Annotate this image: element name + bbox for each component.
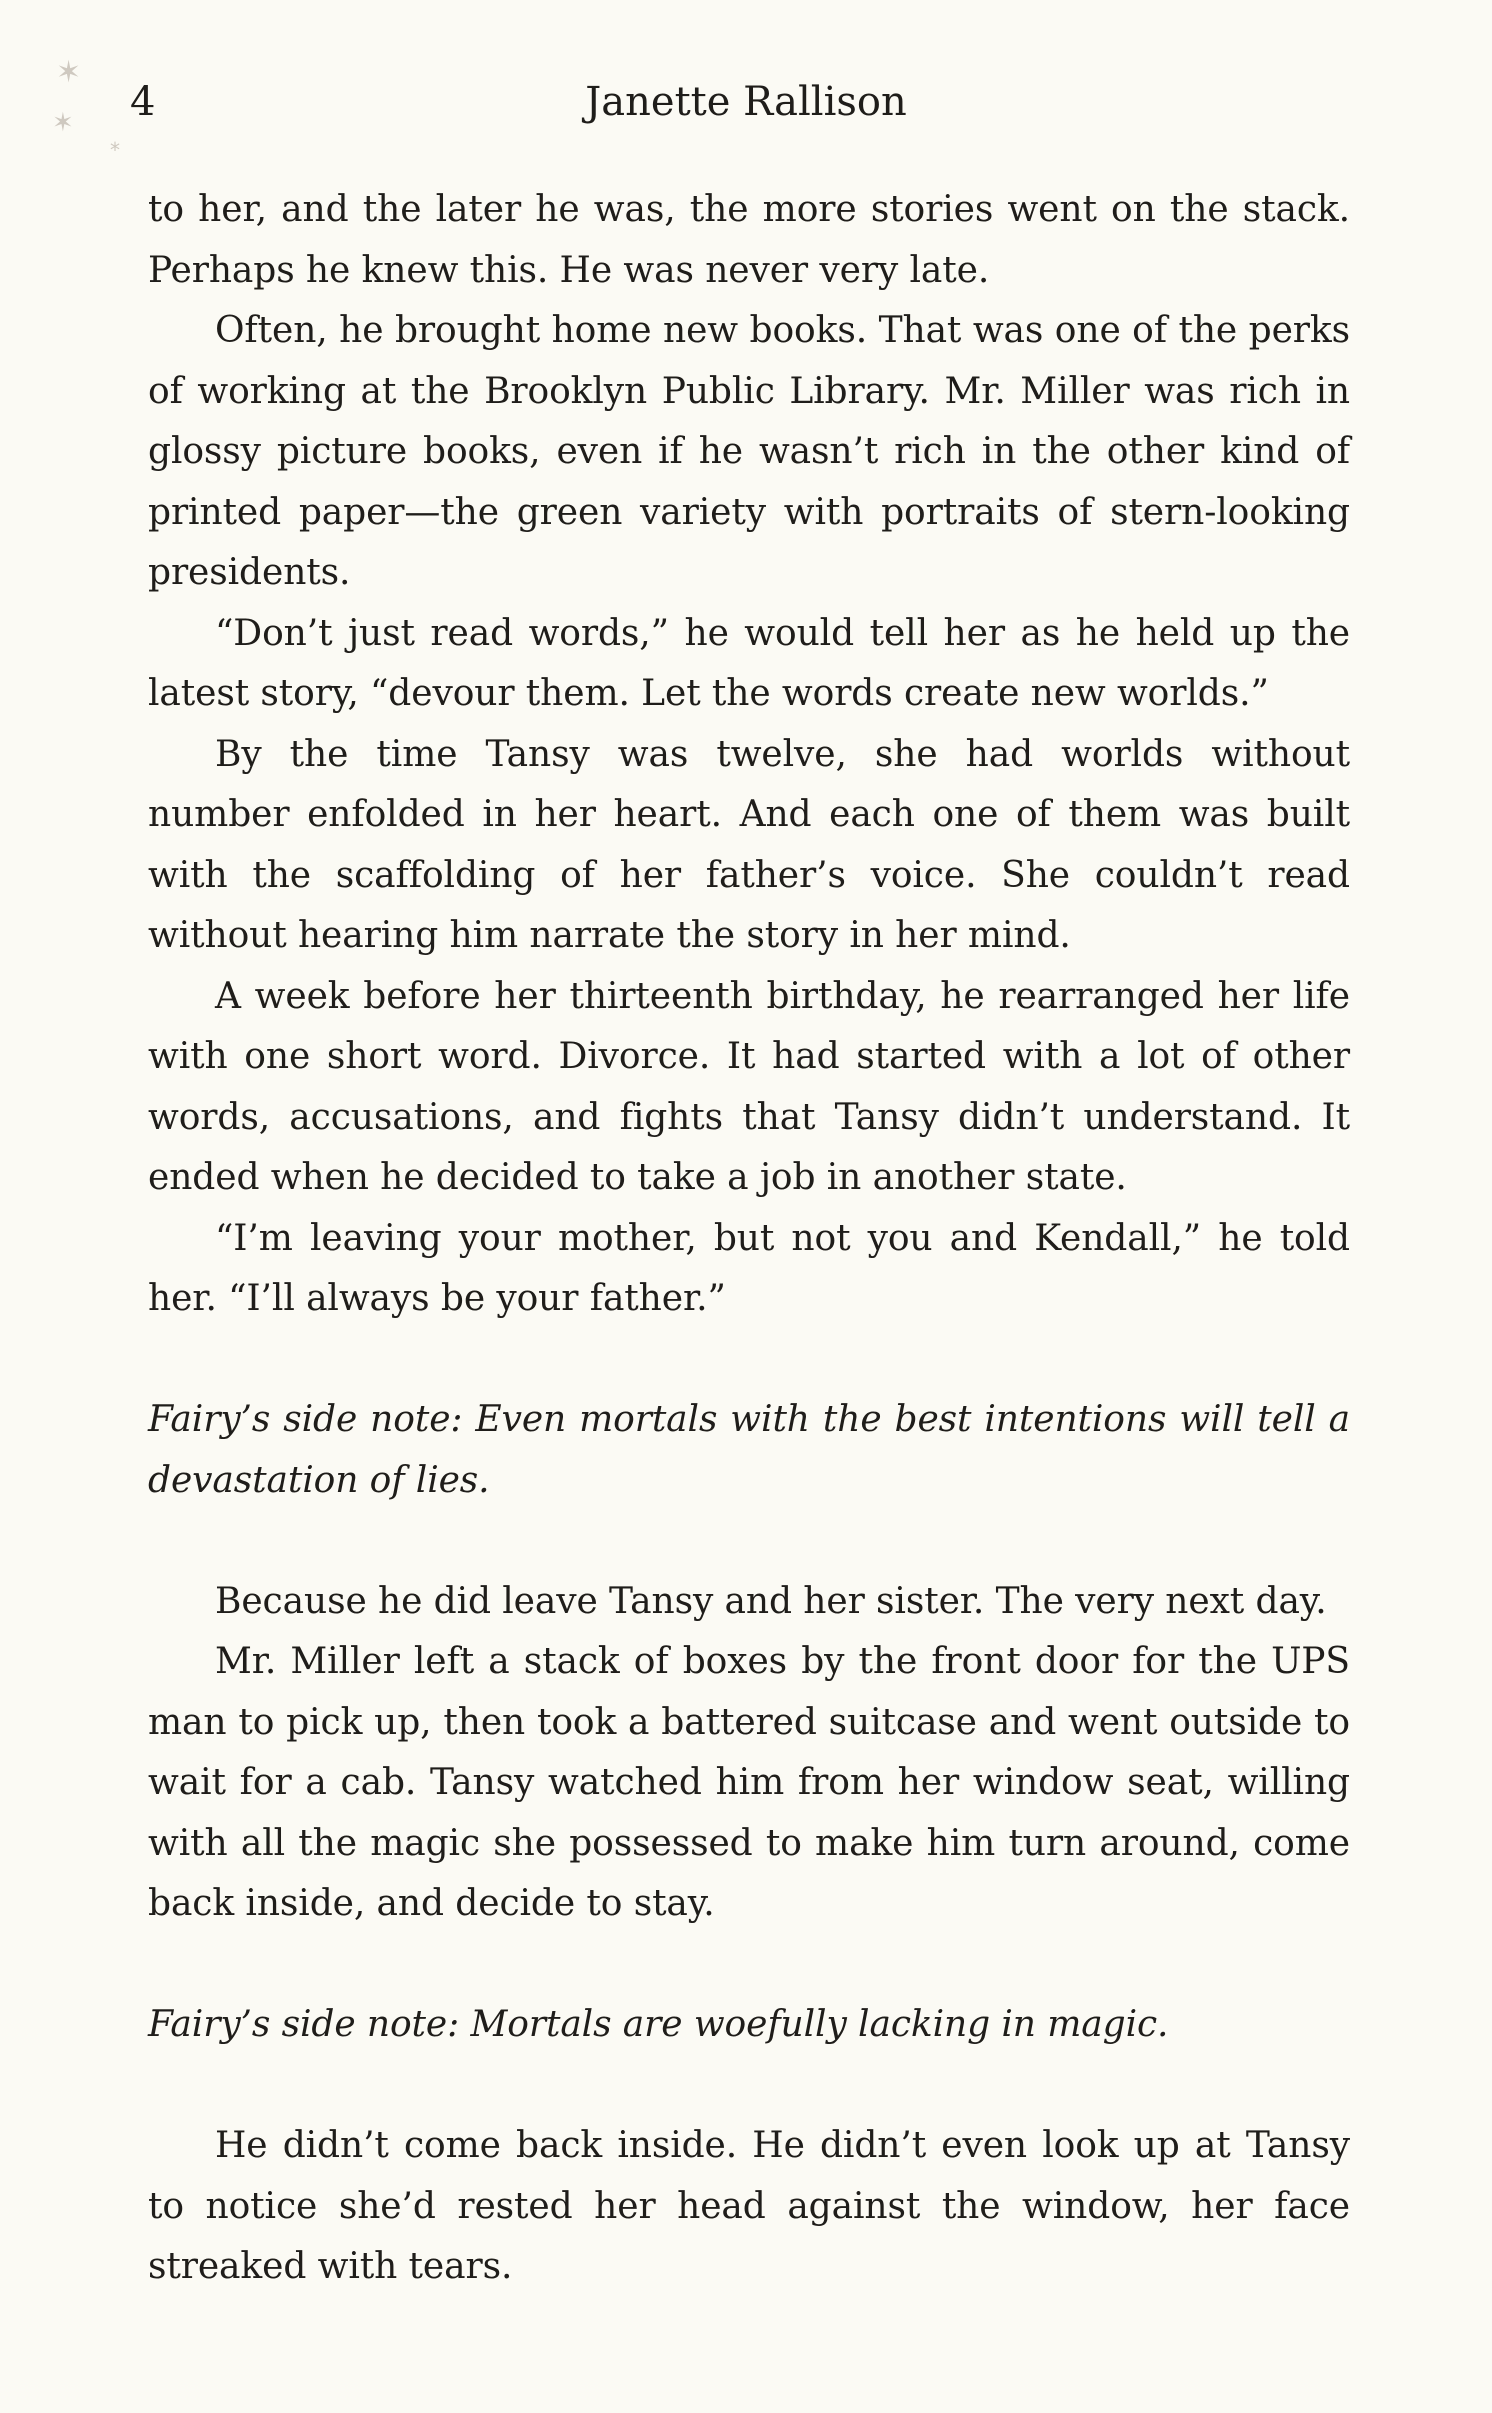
star-decoration-icon: ✶ [52, 108, 74, 138]
paragraph: Mr. Miller left a stack of boxes by the front door for the UPS man to pick up, then took a battered suitcase and went outside to wait for a cab. Tansy watched him from her window seat, willing with all the magic she possessed to make him turn around, come back inside, and decide to stay. [148, 1641, 1350, 1924]
fairy-side-note: Fairy’s side note: Mortals are woefully lacking in magic. [148, 2004, 1169, 2045]
paragraph: “Don’t just read words,” he would tell her as he held up the latest story, “devour them. Let the words create new worlds.” [148, 612, 1350, 714]
body-text [148, 180, 1350, 2298]
paragraph: “I’m leaving your mother, but not you and Kendall,” he told her. “I’ll always be your father.” [148, 1217, 1350, 1319]
paragraph: to her, and the later he was, the more stories went on the stack. Perhaps he knew this. He was never very late. [148, 189, 1350, 291]
paragraph: He didn’t come back inside. He didn’t even look up at Tansy to notice she’d rested her head against the window, her face streaked with tears. [148, 2125, 1350, 2287]
paragraph: Often, he brought home new books. That was one of the perks of working at the Brooklyn Public Library. Mr. Miller was rich in glossy picture books, even if he wasn’t rich in the other kind of printed paper—the green variety with portraits of stern-looking presidents. [148, 310, 1350, 593]
fairy-side-note: Fairy’s side note: Even mortals with the best intentions will tell a devastation of lies. [148, 1399, 1350, 1501]
star-decoration-icon: * [110, 138, 120, 162]
paragraph: By the time Tansy was twelve, she had worlds without number enfolded in her heart. And each one of them was built with the scaffolding of her father’s voice. She couldn’t read without hearing him narrate the story in her mind. [148, 733, 1350, 956]
running-head: Janette Rallison [585, 79, 907, 125]
paragraph: Because he did leave Tansy and her sister. The very next day. [215, 1580, 1327, 1622]
star-decoration-icon: ✶ [56, 55, 82, 90]
paragraph: A week before her thirteenth birthday, he rearranged her life with one short word. Divorce. It had started with a lot of other words, accusations, and fights that Tansy didn’t understand. It ended when he decided to take a job in another state. [148, 975, 1350, 1198]
page-number: 4 [130, 79, 156, 125]
